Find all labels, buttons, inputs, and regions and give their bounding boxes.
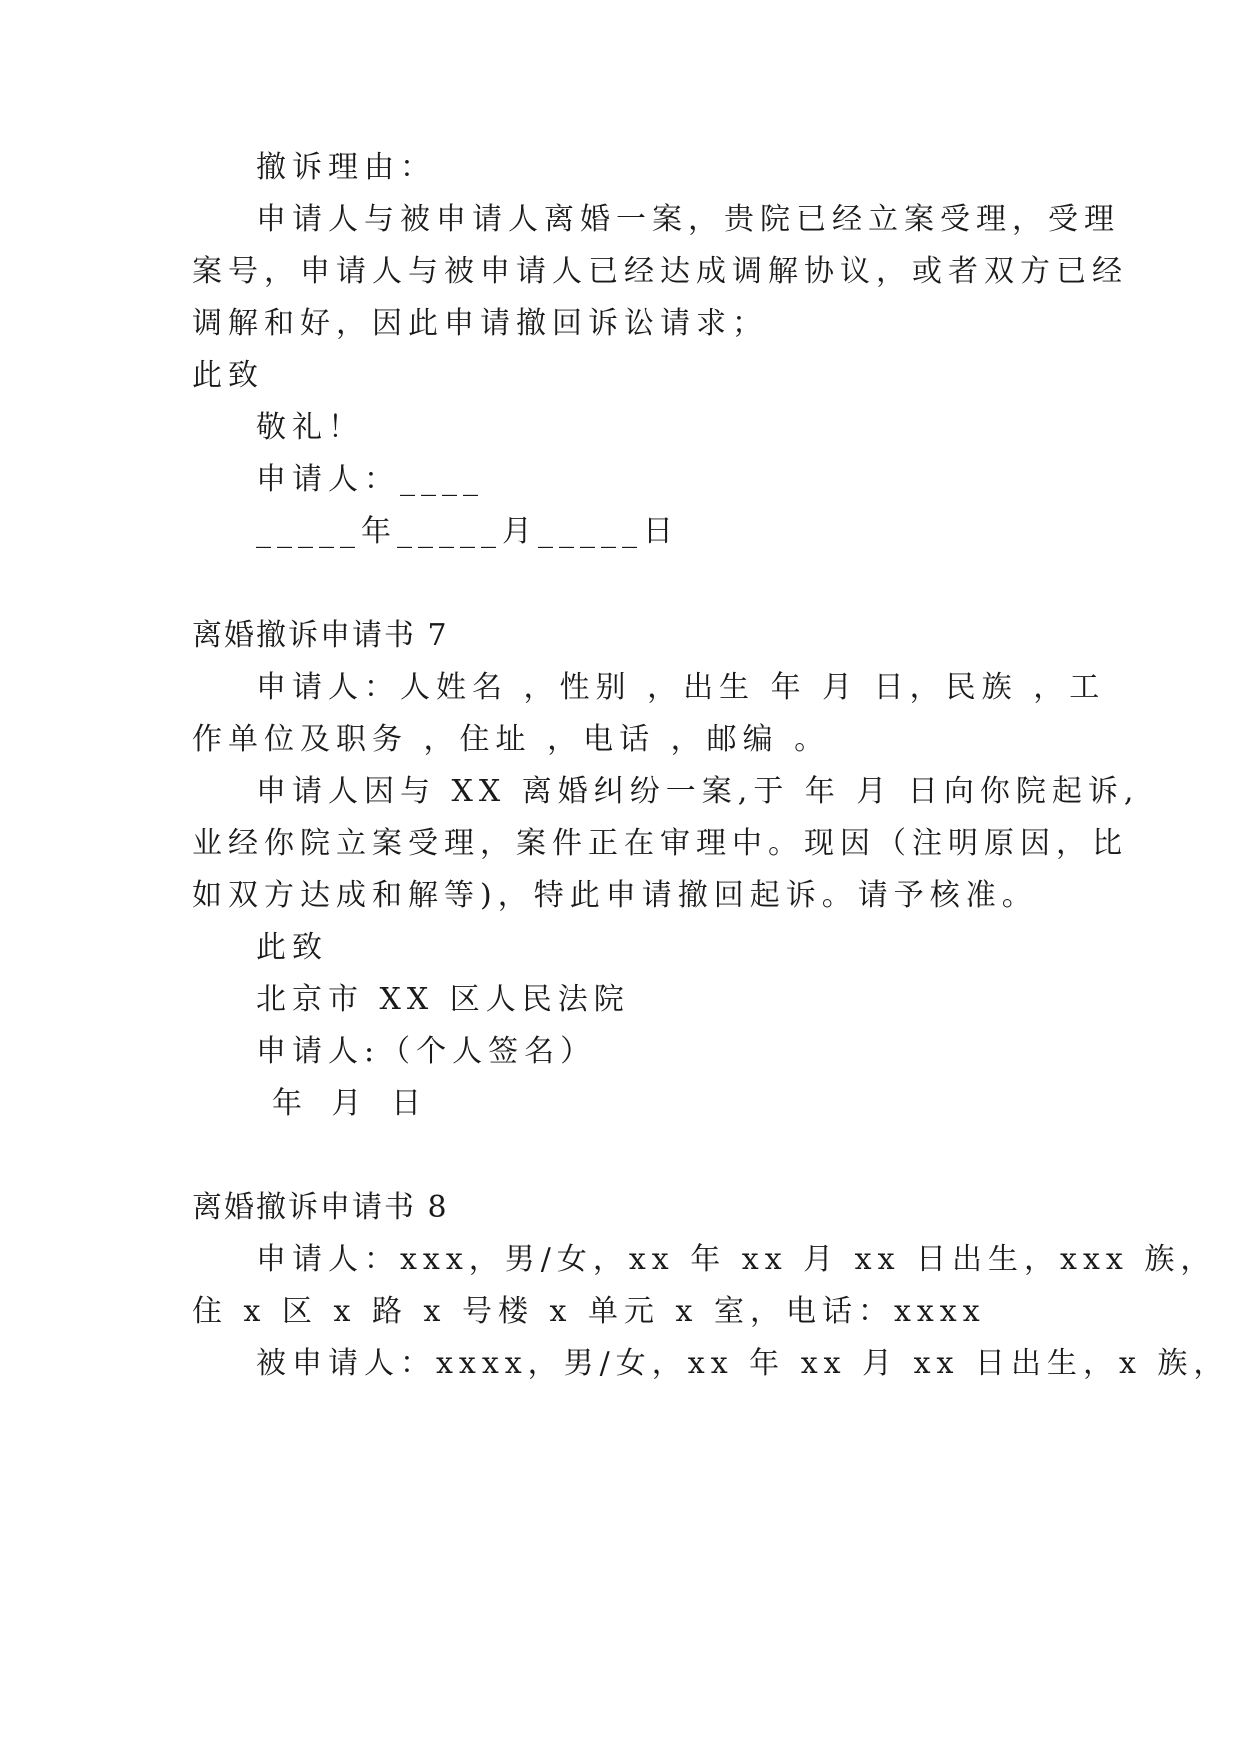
section-7-signature: 申请人:（个人签名） bbox=[256, 1034, 597, 1069]
respect-a: 敬礼！ bbox=[256, 410, 364, 445]
section-7-body-2: 业经你院立案受理，案件正在审理中。现因（注明原因，比 bbox=[192, 826, 1128, 861]
section-8-title: 离婚撤诉申请书 8 bbox=[192, 1190, 449, 1225]
section-8-respondent: 被申请人：xxxx，男/女，xx 年 xx 月 xx 日出生，x 族， bbox=[256, 1346, 1230, 1381]
section-7-applicant-2: 作单位及职务 ，住址 ，电话 ，邮编 。 bbox=[192, 722, 831, 757]
reason-line-3: 调解和好，因此申请撤回诉讼请求； bbox=[192, 306, 768, 341]
reason-line-2: 案号，申请人与被申请人已经达成调解协议，或者双方已经 bbox=[192, 254, 1128, 289]
section-7-title: 离婚撤诉申请书 7 bbox=[192, 618, 449, 653]
salutation-a: 此致 bbox=[192, 358, 264, 393]
section-7-applicant-1: 申请人：人姓名 ，性别 ，出生 年 月 日，民族 ，工 bbox=[256, 670, 1106, 705]
section-7-court: 北京市 XX 区人民法院 bbox=[256, 982, 630, 1017]
section-7-body-1: 申请人因与 XX 离婚纠纷一案,于 年 月 日向你院起诉, bbox=[256, 774, 1140, 809]
section-7-salutation: 此致 bbox=[256, 930, 328, 965]
section-7-body-3: 如双方达成和解等)，特此申请撤回起诉。请予核准。 bbox=[192, 878, 1038, 913]
date-a: _____年_____月_____日 bbox=[256, 514, 679, 549]
reason-label: 撤诉理由： bbox=[256, 150, 436, 185]
applicant-a: 申请人：____ bbox=[256, 462, 484, 497]
section-8-applicant-2: 住 x 区 x 路 x 号楼 x 单元 x 室，电话：xxxx bbox=[192, 1294, 986, 1329]
section-8-applicant-1: 申请人：xxx，男/女，xx 年 xx 月 xx 日出生，xxx 族， bbox=[256, 1242, 1217, 1277]
reason-line-1: 申请人与被申请人离婚一案，贵院已经立案受理，受理 bbox=[256, 202, 1120, 237]
section-7-date: 年 月 日 bbox=[272, 1086, 432, 1121]
